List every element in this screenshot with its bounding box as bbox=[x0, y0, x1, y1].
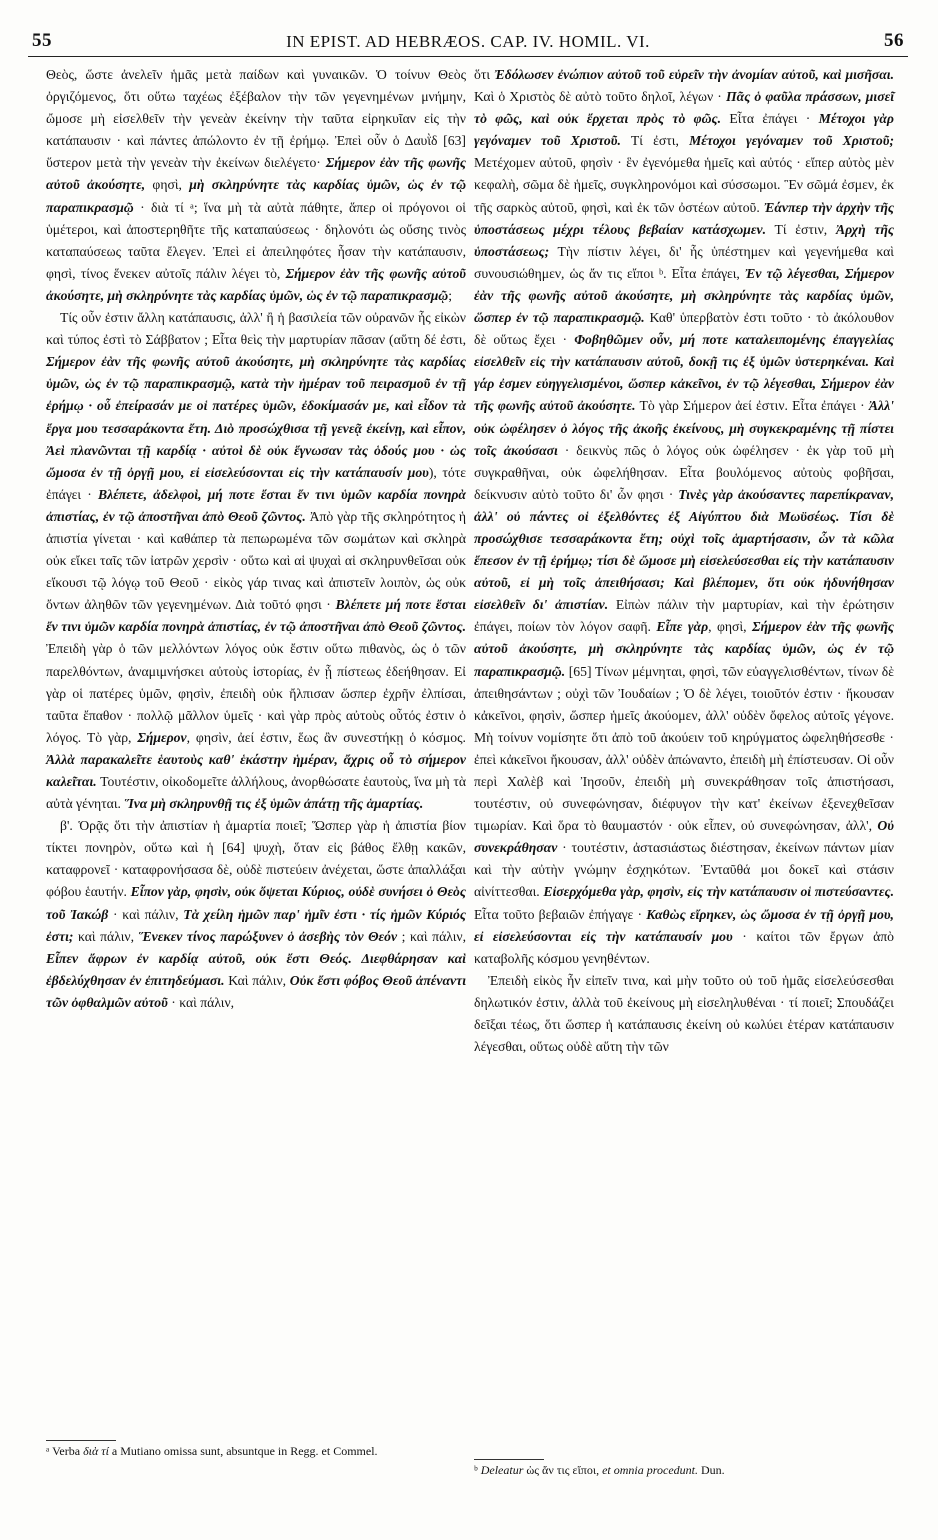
quotation-text: Εἰσερχόμεθα γὰρ, φησὶν, εἰς τὴν κατάπαυσιν οἱ πιστεύσαντες. bbox=[543, 884, 894, 900]
quotation-text: Ἀρχὴ τῆς ὑποστάσεως; bbox=[474, 221, 895, 259]
body-text: Τί ἐστι, bbox=[620, 133, 690, 149]
body-text: Καὶ ὁ Χριστὸς δὲ αὐτὸ τοῦτο δηλοῖ, λέγων · bbox=[474, 89, 726, 105]
body-text: ὅτι bbox=[474, 67, 495, 82]
body-text: · καὶ πάλιν, bbox=[108, 906, 184, 922]
body-text: καὶ πάλιν, bbox=[73, 928, 139, 944]
running-title: IN EPIST. AD HEBRÆOS. CAP. IV. HOMIL. VI. bbox=[286, 32, 650, 51]
paragraph bbox=[474, 64, 894, 970]
quotation-text: Σήμερον ἐὰν τῆς φωνῆς αὐτοῦ ἀκούσητε, μὴ σκληρύνητε τὰς καρδίας ὑμῶν, ὡς ἐν τῷ παραπικρασμῷ. bbox=[474, 619, 894, 679]
body-text: [65] Τίνων μέμνηται, φησὶ, τῶν εὐαγγελισθέντων, τίνων δὲ ἀπειθησάντων ; οὐχὶ τῶν Ἰουδαίων ; Ὁ δὲ λέγει, τοιοῦτόν ἐστιν · ἤκουσαν κἀκεῖνοι, φησὶν, ὥσπερ ἡμεῖς ἀκούομεν, ἀλλ' οὐδὲν ὄφελος αὐτοῖς γέγονε. Μὴ τοίνυν νομίσητε ὅτι ἀπὸ τοῦ ἀκούειν τοῦ κηρύγματος ὠφεληθήσεσθε · ἐπεὶ κἀκεῖνοι ἤκουσαν, ἀλλ' οὐδὲν ἀπώναντο, ἐπειδὴ μὴ ἐπίστευσαν. Οἱ οὖν περὶ Χαλὲβ καὶ Ἰησοῦν, ἐπειδὴ μὴ συνεκράθησαν τοῖς ἀπιστήσασι, τουτέστιν, οὐ συνεφώνησαν, διέφυγον τὴν κατ' ἐκείνων ἐξενεχθεῖσαν τιμωρίαν. Καὶ ὅρα τὸ θαυμαστόν · οὐκ εἶπεν, οὐ συνεφώνησαν, ἀλλ', bbox=[474, 663, 894, 834]
body-text: Ἐπειδὴ εἰκὸς ἦν εἰπεῖν τινα, καὶ μὴν τοῦτο οὐ τοῦ ἡμᾶς εἰσελεύσεσθαι δηλωτικόν ἐστιν, ἀλλὰ τοῦ ἐκείνους μὴ εἰσεληλυθέναι · τί ποιεῖ; Σπουδάζει δεῖξαι τέως, ὅτι ὥσπερ ἡ κατάπαυσις ἐκείνη οὐ κωλύει ἑτέραν κατάπαυσιν λέγεσθαι, οὕτως οὐδὲ αὕτη τὴν τῶν bbox=[474, 972, 894, 1055]
body-text: a Mutiano omissa sunt, absuntque in Regg. et Commel. bbox=[108, 1444, 378, 1458]
body-text: Καθ' ὑπερβατὸν ἐστι τοῦτο · τὸ ἀκόλουθον δὲ οὕτως ἔχει · bbox=[474, 310, 894, 348]
body-text: Θεὸς, ὥστε ἀνελεῖν ἡμᾶς μετὰ παίδων καὶ γυναικῶν. Ὁ τοίνυν Θεὸς ὀργιζόμενος, ὅτι οὕτω ταχέως ἐξέβαλον τὴν τῶν γεγενημένων μνήμην, ὤμοσε μὴ εἰσελθεῖν τὴν γενεὰν ἐκείνην τὴν ταῦτα εἰρηκυῖαν εἰς τὴν κατάπαυσιν · καὶ πάντες ἀπώλοντο ἐν τῇ ἐρήμῳ. Ἐπεὶ οὖν ὁ Δαυῒδ [63] ὕστερον μετὰ τὴν γενεὰν τὴν ἐκείνων διελέγετο· bbox=[46, 67, 466, 171]
quotation-text: Τὰ χείλη ἡμῶν παρ' ἡμῖν ἐστι · τίς ἡμῶν Κύριός ἐστι; bbox=[46, 906, 466, 944]
quotation-text: Καθὼς εἴρηκεν, ὡς ὤμοσα ἐν τῇ ὀργῇ μου, εἰ εἰσελεύσονται εἰς τὴν κατάπαυσίν μου bbox=[474, 906, 894, 944]
quotation-text: Εἶπεν ἄφρων ἐν καρδίᾳ αὐτοῦ, οὐκ ἔστι Θεός. Διεφθάρησαν καὶ ἐβδελύχθησαν ἐν ἐπιτηδεύμασι. bbox=[46, 950, 466, 988]
body-text: · καὶ πάλιν, bbox=[167, 994, 235, 1010]
footnote-rule-left bbox=[46, 1440, 116, 1441]
page-number-right: 56 bbox=[884, 30, 904, 51]
quotation-text: Τινὲς γὰρ ἀκούσαντες παρεπίκραναν, ἀλλ' οὐ πάντες οἱ ἐξελθόντες ἐξ Αἰγύπτου διὰ Μωϋσέως. Τίσι δὲ προσώχθισε τεσσαράκοντα ἔτη; οὐχὶ τοῖς ἁμαρτήσασιν, ὧν τὰ κῶλα ἔπεσον ἐν τῇ ἐρήμῳ; τίσι δὲ ὤμοσε μὴ εἰσελεύσεσθαι εἰς τὴν κατάπαυσιν αὐτοῦ, εἰ μὴ τοῖς ἀπειθήσασι; Καὶ βλέπομεν, ὅτι οὐκ ἠδυνήθησαν εἰσελθεῖν δι' ἀπιστίαν. bbox=[474, 486, 894, 613]
body-text: Μετέχομεν αὐτοῦ, φησὶν · ἓν ἐγενόμεθα ἡμεῖς καὶ αὐτός · εἴπερ αὐτὸς μὲν κεφαλὴ, σῶμα δὲ ἡμεῖς, συγκληρονόμοι καὶ σύσσωμοι. Ἓν σῶμά ἐσμεν, ἐκ τῆς σαρκὸς αὐτοῦ, φησὶ, καὶ ἐκ τῶν ὀστέων αὐτοῦ. bbox=[474, 155, 894, 215]
body-text: ; bbox=[448, 287, 453, 303]
footnote-rule-right bbox=[474, 1459, 544, 1460]
body-text: β'. Ὁρᾷς ὅτι τὴν ἀπιστίαν ἡ ἁμαρτία ποιεῖ; Ὥσπερ γὰρ ἡ ἀπιστία βίον τίκτει πονηρὸν, οὕτω καὶ ἡ [64] ψυχὴ, ὅταν εἰς βάθος ἔλθῃ κακῶν, καταφρονεῖ · καταφρονήσασα δὲ, οὐδὲ πιστεύειν ἀνέχεται, ὥστε ἀπαλλάξαι φόβου ἑαυτήν. bbox=[46, 818, 466, 900]
body-text: Εἶτα ἐπάγει · bbox=[721, 111, 819, 127]
paragraph bbox=[474, 970, 894, 1058]
body-text: ), τότε ἐπάγει · bbox=[46, 464, 466, 502]
body-text: φησὶ, bbox=[145, 177, 190, 193]
quotation-text: Εἶπε γὰρ bbox=[656, 619, 709, 635]
quotation-text: Σήμερον ἐὰν τῆς φωνῆς αὐτοῦ ἀκούσητε, μὴ σκληρύνητε τὰς καρδίας ὑμῶν, ὡς ἐν τῷ παραπικρασμῷ, κατὰ τὴν ἡμέραν τοῦ πειρασμοῦ ἐν τῇ ἐρήμῳ · οὗ ἐπείρασάν με οἱ πατέρες ὑμῶν, ἐδοκίμασάν με, καὶ εἶδον τὰ ἔργα μου τεσσαράκοντα ἔτη. Διὸ προσώχθισα τῇ γενεᾷ ἐκείνῃ, καὶ εἶπον, Ἀεὶ πλανῶνται τῇ καρδίᾳ · αὐτοὶ δὲ οὐκ ἔγνωσαν τὰς ὁδούς μου · ὡς ὤμοσα ἐν τῇ ὀργῇ μου, εἰ εἰσελεύσονται εἰς τὴν κατάπαυσίν μου bbox=[46, 354, 466, 480]
body-text: · καίτοι τῶν ἔργων ἀπὸ καταβολῆς κόσμου γενηθέντων. bbox=[474, 928, 894, 966]
quotation-text: Ἵνα μὴ σκληρυνθῇ τις ἐξ ὑμῶν ἀπάτῃ τῆς ἁμαρτίας. bbox=[124, 796, 424, 812]
quotation-text: Σήμερον ἐὰν τῆς φωνῆς αὐτοῦ ἀκούσητε, μὴ σκληρύνητε τὰς καρδίας ὑμῶν, ὡς ἐν τῷ παραπικρασμῷ bbox=[46, 265, 467, 303]
footnote-right bbox=[474, 1462, 894, 1479]
body-text: , φησὶ, bbox=[708, 619, 752, 635]
quotation-text: Ἐδόλωσεν ἐνώπιον αὐτοῦ τοῦ εὑρεῖν τὴν ἀνομίαν αὐτοῦ, καὶ μισῆσαι. bbox=[494, 67, 895, 82]
footnote-left bbox=[46, 1443, 466, 1460]
quotation-text: Deleatur bbox=[480, 1463, 524, 1477]
body-text: Ἀπὸ γὰρ τῆς σκληρότητος ἡ ἀπιστία γίνεται · καὶ καθάπερ τὰ πεπωρωμένα τῶν σωμάτων καὶ σκληρὰ οὐκ εἴκει ταῖς τῶν ἰατρῶν χερσὶν · οὕτω καὶ αἱ ψυχαὶ αἱ σκληρυνθεῖσαι οὐκ εἴκουσι τῷ λόγῳ τοῦ Θεοῦ · εἰκὸς γάρ τινας καὶ ἀπιστεῖν λοιπὸν, ὡς οὐκ ὄντων ἀληθῶν τῶν γεγενημένων. Διὰ τοῦτό φησι · bbox=[46, 508, 466, 613]
body-text: Τίς οὖν ἐστιν ἄλλη κατάπαυσις, ἀλλ' ἢ ἡ βασιλεία τῶν οὐρανῶν ἧς εἰκὼν καὶ τύπος ἐστὶ τὸ Σάββατον ; Εἶτα θεὶς τὴν μαρτυρίαν πᾶσαν (αὕτη δέ ἐστι, bbox=[46, 310, 466, 348]
body-text: ; καὶ πάλιν, bbox=[397, 928, 466, 944]
body-text: Εἶτα τοῦτο βεβαιῶν ἐπήγαγε · bbox=[474, 906, 647, 922]
quotation-text: Σήμερον ἐὰν τῆς φωνῆς αὐτοῦ ἀκούσητε, bbox=[46, 155, 466, 193]
body-text: · τουτέστιν, ἀστασιάστως διέστησαν, ἐκείνων πάντων μίαν καὶ τὴν αὐτὴν γνώμην ἐσχηκότων. Ἐνταῦθά μοι δοκεῖ καὶ στάσιν αἰνίττεσθαι. bbox=[474, 840, 894, 900]
body-text: Dun. bbox=[697, 1463, 725, 1477]
quotation-text: Οὐκ ἔστι φόβος Θεοῦ ἀπέναντι τῶν ὀφθαλμῶν αὐτοῦ bbox=[46, 972, 467, 1010]
body-text: Εἰπὼν πάλιν τὴν μαρτυρίαν, καὶ τὴν ἐρώτησιν ἐπάγει, ποίων τὸν λόγον σαφῆ. bbox=[474, 597, 894, 635]
running-head bbox=[28, 30, 908, 57]
quotation-text: Πᾶς ὁ φαῦλα πράσσων, μισεῖ τὸ φῶς, καὶ οὐκ ἔρχεται πρὸς τὸ φῶς. bbox=[474, 89, 894, 127]
body-text: Τὸ γὰρ Σήμερον ἀεί ἐστιν. Εἶτα ἐπάγει · bbox=[635, 398, 869, 414]
quotation-text: Βλέπετε μή ποτε ἔσται ἔν τινι ὑμῶν καρδία πονηρὰ ἀπιστίας, ἐν τῷ ἀποστῆναι ἀπὸ Θεοῦ ζῶντος. bbox=[46, 597, 467, 635]
quotation-text: Ἐάνπερ τὴν ἀρχὴν τῆς ὑποστάσεως μέχρι τέλους βεβαίαν κατάσχωμεν. bbox=[474, 199, 894, 237]
quotation-text: Ἐν τῷ λέγεσθαι, Σήμερον ἐὰν τῆς φωνῆς αὐτοῦ ἀκούσητε, μὴ σκληρύνητε τὰς καρδίας ὑμῶν, ὥσπερ ἐν τῷ παραπικρασμῷ. bbox=[474, 265, 895, 326]
page-number-left: 55 bbox=[32, 30, 52, 51]
quotation-text: Σήμερον bbox=[137, 729, 187, 745]
quotation-text: Βλέπετε, ἀδελφοὶ, μή ποτε ἔσται ἔν τινι ὑμῶν καρδία πονηρὰ ἀπιστίας, ἐν τῷ ἀποστῆναι ἀπὸ Θεοῦ ζῶντος. bbox=[46, 486, 466, 524]
body-text: · διὰ τί ᵃ; ἵνα μὴ τὰ αὐτὰ πάθητε, ἅπερ οἱ πρόγονοι οἱ ὑμέτεροι, καὶ ἀποστερηθῆτε τῆς καταπαύσεως · δηλονότι ὡς οὔσης τινὸς καταπαύσεως ταῦτα ἔλεγεν. Ἐπεὶ εἰ ἀπειληφότες ἦσαν τὴν κατάπαυσιν, φησὶ, τίνος ἕνεκεν αὐτοῖς πάλιν λέγει τὸ, bbox=[46, 199, 466, 281]
quotation-text: Μέτοχοι γεγόναμεν τοῦ Χριστοῦ; bbox=[689, 133, 895, 149]
quotation-text: Οὐ συνεκράθησαν bbox=[474, 818, 894, 856]
body-text: Καὶ πάλιν, bbox=[224, 972, 290, 988]
paragraph bbox=[46, 64, 466, 307]
quotation-text: μὴ σκληρύνητε τὰς καρδίας ὑμῶν, ὡς ἐν τῷ παραπικρασμῷ bbox=[46, 177, 466, 215]
body-text: · δεικνὺς πῶς ὁ λόγος οὐκ ὠφέλησεν · ἐκ γὰρ τοῦ μὴ συγκραθῆναι, οὐκ ὠφελήθησαν. Εἶτα βουλόμενος αὐτοὺς φοβῆσαι, δείκνυσιν αὐτὸ τοῦτο δι' ὧν φησι · bbox=[474, 442, 894, 502]
quotation-text: Μέτοχοι γὰρ γεγόναμεν τοῦ Χριστοῦ. bbox=[474, 111, 894, 149]
body-text: , φησὶν, ἀεί ἐστιν, ἕως ἂν συνεστήκῃ ὁ κόσμος. bbox=[186, 729, 466, 745]
quotation-text: et omnia procedunt. bbox=[602, 1463, 698, 1477]
body-text: Τουτέστιν, οἰκοδομεῖτε ἀλλήλους, ἀνορθώσατε ἑαυτοὺς, ἵνα μὴ τὰ αὐτὰ γένηται. bbox=[46, 774, 466, 812]
quotation-text: Ἕνεκεν τίνος παρώξυνεν ὁ ἀσεβὴς τὸν Θεόν bbox=[138, 928, 398, 944]
body-text: ᵇ bbox=[474, 1463, 481, 1477]
body-text: Τὴν πίστιν λέγει, δι' ἧς ὑπέστημεν καὶ γεγενήμεθα καὶ συνουσιώθημεν, ὡς ἄν τις εἴποι ᵇ. Εἶτα ἐπάγει, bbox=[474, 243, 894, 281]
body-text: Τί ἐστιν, bbox=[766, 221, 836, 237]
body-text: Ἐπειδὴ γὰρ ὁ τῶν μελλόντων λόγος οὐκ ἔστιν οὕτω πιθανὸς, ὡς ὁ τῶν παρελθόντων, ἀναμιμνήσκει αὐτοὺς ἱστορίας, ἐν ᾗ πίστεως ἐδεήθησαν. Εἰ γὰρ οἱ πατέρες ὑμῶν, φησὶν, ἐπειδὴ οὐκ ἤλπισαν ὥσπερ ἐχρῆν ἐλπίσαι, ταῦτα ἔπαθον · πολλῷ μᾶλλον ὑμεῖς · καὶ γὰρ πρὸς αὐτοὺς οὗτός ἐστιν ὁ λόγος. Τὸ γὰρ, bbox=[46, 641, 466, 745]
body-text: ὡς ἄν τις εἴποι, bbox=[523, 1463, 603, 1477]
quotation-text: Εἶπον γὰρ, φησὶν, οὐκ ὄψεται Κύριος, οὐδὲ συνήσει ὁ Θεὸς τοῦ Ἰακώβ bbox=[46, 884, 467, 922]
left-column bbox=[46, 64, 466, 1014]
body-text: ᵃ Verba bbox=[46, 1444, 84, 1458]
quotation-text: διὰ τί bbox=[83, 1444, 109, 1458]
paragraph bbox=[46, 307, 466, 815]
paragraph bbox=[46, 815, 466, 1014]
quotation-text: Φοβηθῶμεν οὖν, μή ποτε καταλειπομένης ἐπαγγελίας εἰσελθεῖν εἰς τὴν κατάπαυσιν αὐτοῦ, δοκῇ τις ἐξ ὑμῶν ὑστερηκέναι. Καὶ γάρ ἐσμεν εὐηγγελισμένοι, ὥσπερ κἀκεῖνοι, ἐν τῷ λέγεσθαι, Σήμερον ἐὰν τῆς φωνῆς αὐτοῦ ἀκούσητε. bbox=[474, 332, 895, 414]
right-column bbox=[474, 64, 894, 1058]
quotation-text: Ἀλλ' οὐκ ὠφέλησεν ὁ λόγος τῆς ἀκοῆς ἐκείνους, μὴ συγκεκραμένης τῇ πίστει τοῖς ἀκούσασι bbox=[474, 398, 894, 458]
quotation-text: Ἀλλὰ παρακαλεῖτε ἑαυτοὺς καθ' ἑκάστην ἡμέραν, ἄχρις οὗ τὸ σήμερον καλεῖται. bbox=[46, 751, 466, 789]
